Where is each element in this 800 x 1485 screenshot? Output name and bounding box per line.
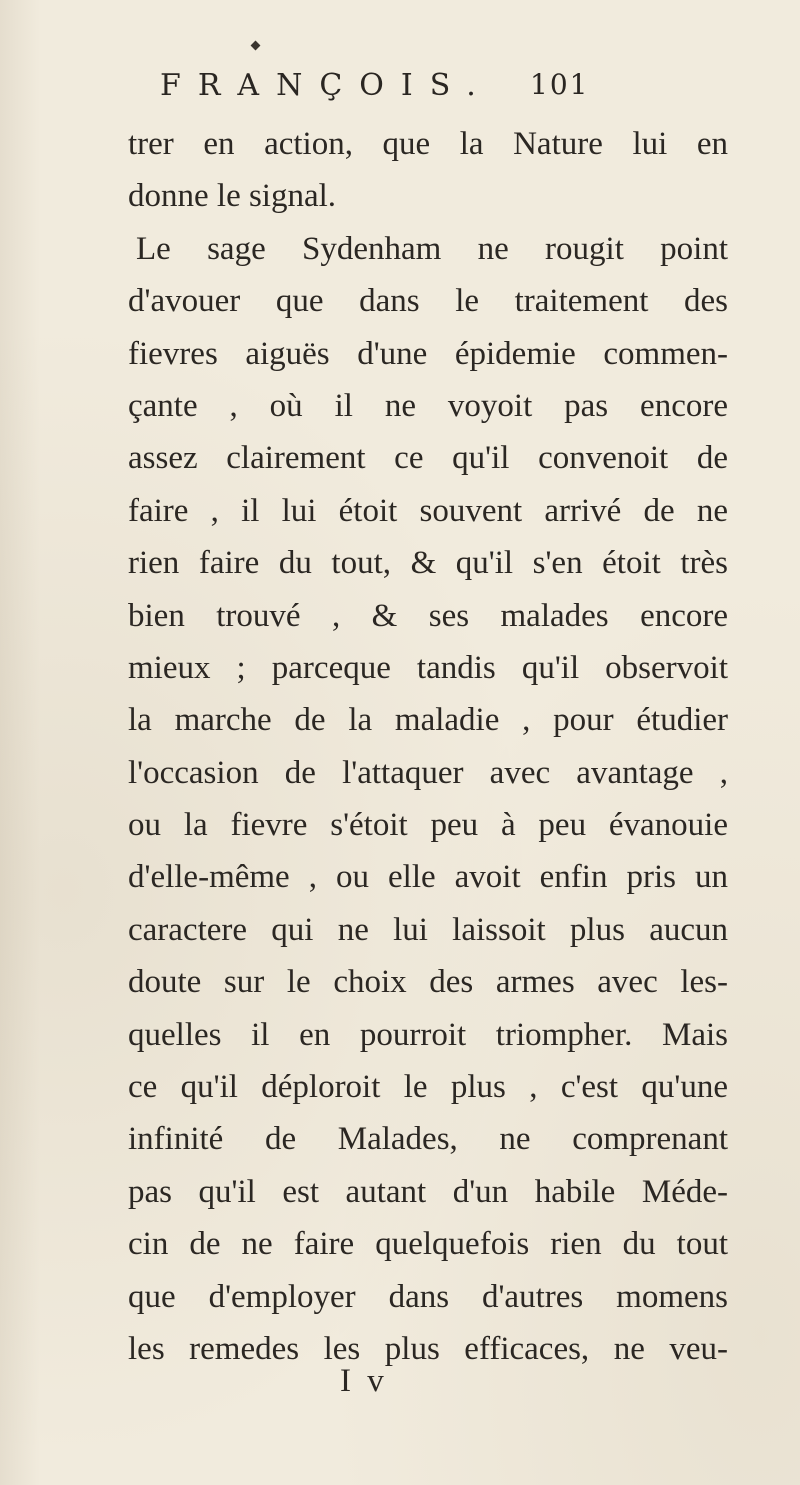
text-line: quelles il en pourroit triompher. Mais [128,1016,728,1053]
text-line: donne le signal. [128,178,337,215]
text-line: ce qu'il déploroit le plus , c'est qu'une [128,1069,728,1106]
text-line: les remedes les plus efficaces, ne veu- [128,1330,728,1367]
text-line: que d'employer dans d'autres momens [128,1278,728,1315]
body-text [128,118,728,1375]
text-line: faire , il lui étoit souvent arrivé de ne [128,492,728,529]
signature-mark: I v [340,1363,388,1399]
text-line: pas qu'il est autant d'un habile Méde- [128,1173,728,1210]
text-line: bien trouvé , & ses malades encore [128,597,728,634]
text-line: trer en action, que la Nature lui en [128,126,728,162]
text-line: mieux ; parceque tandis qu'il observoit [128,649,728,686]
text-line: fievres aiguës d'une épidemie commen- [128,335,728,372]
ornament-mark [251,41,261,51]
text-line: la marche de la maladie , pour étudier [128,702,728,739]
running-title: FRANÇOIS. [160,68,493,103]
text-line: l'occasion de l'attaquer avec avantage , [128,754,728,791]
text-line: assez clairement ce qu'il convenoit de [128,440,728,477]
text-line: ou la fievre s'étoit peu à peu évanouie [128,807,728,844]
text-line: çante , où il ne voyoit pas encore [128,387,728,424]
text-line: Le sage Sydenham ne rougit point [136,230,728,267]
text-line: d'avouer que dans le traitement des [128,283,728,320]
running-head [160,68,640,108]
text-line: caractere qui ne lui laissoit plus aucun [128,911,728,948]
text-line: infinité de Malades, ne comprenant [128,1121,728,1158]
text-line: cin de ne faire quelquefois rien du tout [128,1226,728,1263]
text-line: d'elle-même , ou elle avoit enfin pris un [128,859,728,896]
page-number: 101 [530,68,590,101]
text-line: rien faire du tout, & qu'il s'en étoit très [128,545,728,582]
text-line: doute sur le choix des armes avec les- [128,964,728,1001]
